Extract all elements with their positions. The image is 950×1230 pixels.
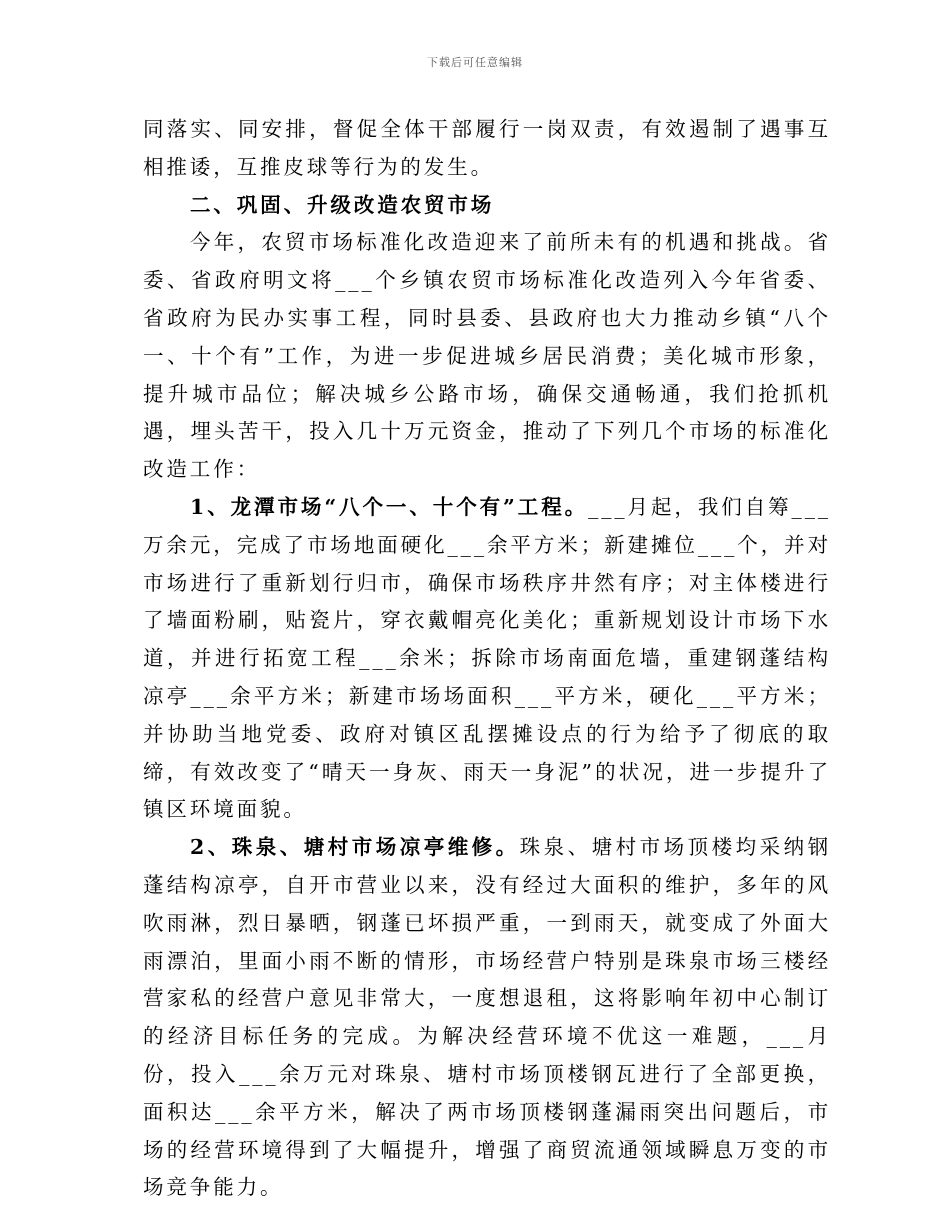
paragraph-item-2 (143, 829, 831, 1207)
item-1-lead: 1、龙潭市场“八个一、十个有”工程。 (190, 494, 589, 519)
paragraph-continuation: 同落实、同安排，督促全体干部履行一岗双责，有效遏制了遇事互相推诿，互推皮球等行为的发生。 (143, 117, 831, 179)
page-header: 下载后可任意编辑 (427, 56, 523, 69)
paragraph-intro: 今年，农贸市场标准化改造迎来了前所未有的机遇和挑战。省委、省政府明文将___个乡镇农贸市场标准化改造列入今年省委、省政府为民办实事工程，同时县委、县政府也大力推动乡镇“八个一、十个有”工作，为进一步促进城乡居民消费；美化城市形象，提升城市品位；解决城乡公路市场，确保交通畅通，我们抢抓机遇，埋头苦干，投入几十万元资金，推动了下列几个市场的标准化改造工作： (143, 230, 831, 482)
paragraph-item-1 (143, 489, 831, 829)
item-1-body: ___月起，我们自筹___万余元，完成了市场地面硬化___余平方米；新建摊位___个，并对市场进行了重新划行归市，确保市场秩序井然有序；对主体楼进行了墙面粉刷，贴瓷片，穿衣戴帽亮化美化；重新规划设计市场下水道，并进行拓宽工程___余米；拆除市场南面危墙，重建钢蓬结构凉亭___余平方米；新建市场场面积___平方米，硬化___平方米；并协助当地党委、政府对镇区乱摆摊设点的行为给予了彻底的取缔，有效改变了“晴天一身灰、雨天一身泥”的状况，进一步提升了镇区环境面貌。 (143, 494, 832, 822)
item-2-lead: 2、珠泉、塘村市场凉亭维修。 (190, 835, 520, 860)
section-heading: 二、巩固、升级改造农贸市场 (190, 192, 495, 217)
item-2-body: 珠泉、塘村市场顶楼均采纳钢蓬结构凉亭，自开市营业以来，没有经过大面积的维护，多年的风吹雨淋，烈日暴晒，钢蓬已坏损严重，一到雨天，就变成了外面大雨漂泊，里面小雨不断的情形，市场经营户特别是珠泉市场三楼经营家私的经营户意见非常大，一度想退租，这将影响年初中心制订的经济目标任务的完成。为解决经营环境不优这一难题，___月份，投入___余万元对珠泉、塘村市场顶楼钢瓦进行了全部更换，面积达___余平方米，解决了两市场顶楼钢蓬漏雨突出问题后，市场的经营环境得到了大幅提升，增强了商贸流通领域瞬息万变的市场竞争能力。 (143, 835, 831, 1200)
document-body (143, 111, 831, 1207)
